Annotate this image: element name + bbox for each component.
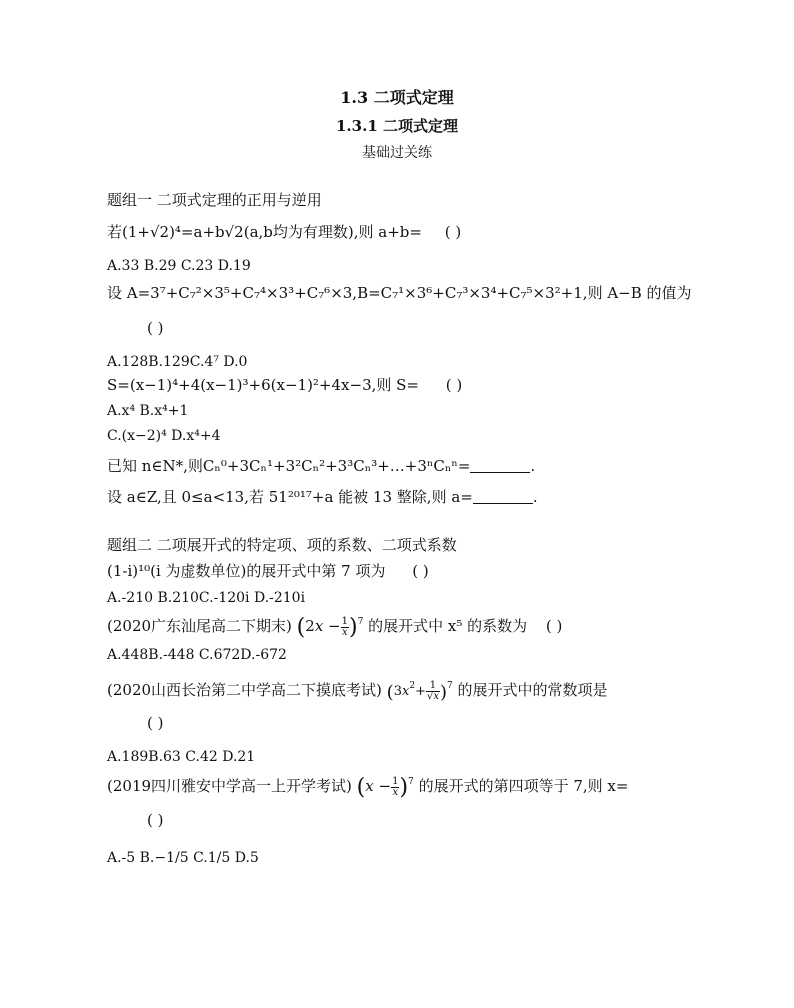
q9-options: A.-5 B.−1/5 C.1/5 D.5 xyxy=(107,850,259,866)
q2-options: A.128B.129C.4⁷ D.0 xyxy=(107,354,248,370)
q9-source: (2019四川雅安中学高一上开学考试) xyxy=(107,777,352,795)
q6-options: A.-210 B.210C.-120i D.-210i xyxy=(107,590,306,606)
q8-text: 的展开式中的常数项是 xyxy=(457,681,608,699)
question-4 xyxy=(107,456,535,476)
q1-options: A.33 B.29 C.23 D.19 xyxy=(107,258,251,274)
q8-expression: ($3x^2+$ $\frac{1}{√x}$ )$^7$ xyxy=(386,680,453,703)
group1-title: 题组一 二项式定理的正用与逆用 xyxy=(107,191,322,209)
q4-end: . xyxy=(530,457,536,475)
q9-answer-paren: ( ) xyxy=(147,811,164,829)
q6-text: (1-i)¹⁰(i 为虚数单位)的展开式中第 7 项为 xyxy=(107,562,386,580)
question-9 xyxy=(107,772,628,798)
q8-answer-paren: ( ) xyxy=(147,714,164,732)
q9-text: 的展开式的第四项等于 7,则 x= xyxy=(418,777,629,795)
q5-end: . xyxy=(532,488,538,506)
question-1 xyxy=(107,222,461,242)
q2-text: 设 A=3⁷+C₇²×3⁵+C₇⁴×3³+C₇⁶×3,B=C₇¹×3⁶+C₇³×3⁴+C₇⁵×3²+1,则 A−B 的值为 xyxy=(107,284,692,302)
q7-answer-paren: ( ) xyxy=(545,617,563,635)
subtitle: 基础过关练 xyxy=(362,145,432,161)
group2-title: 题组二 二项展开式的特定项、项的系数、二项式系数 xyxy=(107,536,457,554)
q9-expression: (x − $\frac{1}{x}$ )$^7$ xyxy=(356,775,414,800)
q6-answer-paren: ( ) xyxy=(412,562,429,580)
q1-text: 若(1+√2)⁴=a+b√2(a,b均为有理数),则 a+b= xyxy=(107,223,422,241)
q7-text: 的展开式中 x⁵ 的系数为 xyxy=(368,617,528,635)
q4-text: 已知 n∈N*,则Cₙ⁰+3Cₙ¹+3²Cₙ²+3³Cₙ³+…+3ⁿCₙⁿ= xyxy=(107,457,471,475)
q3-options-ab: A.x⁴ B.x⁴+1 xyxy=(107,403,189,419)
q4-blank xyxy=(470,458,530,473)
q2-answer-paren: ( ) xyxy=(147,319,164,337)
question-6 xyxy=(107,561,429,581)
chapter-title: 1.3 二项式定理 xyxy=(340,88,454,107)
question-7 xyxy=(107,612,562,638)
section-title: 1.3.1 二项式定理 xyxy=(336,117,458,135)
q1-answer-paren: ( ) xyxy=(444,223,462,241)
q7-expression: (2x − $\frac{1}{x}$ )$^7$ xyxy=(296,615,364,640)
question-2 xyxy=(107,283,692,303)
q3-answer-paren: ( ) xyxy=(445,376,463,394)
q3-options-cd: C.(x−2)⁴ D.x⁴+4 xyxy=(107,428,221,444)
q7-source: (2020广东汕尾高二下期末) xyxy=(107,617,292,635)
q7-options: A.448B.-448 C.672D.-672 xyxy=(107,647,287,663)
q3-text: S=(x−1)⁴+4(x−1)³+6(x−1)²+4x−3,则 S= xyxy=(107,376,419,394)
q5-blank xyxy=(473,489,533,504)
question-5 xyxy=(107,487,538,507)
q8-source: (2020山西长治第二中学高二下摸底考试) xyxy=(107,681,382,699)
question-3 xyxy=(107,375,462,395)
question-8 xyxy=(107,676,608,703)
q8-options: A.189B.63 C.42 D.21 xyxy=(107,749,256,765)
q5-text: 设 a∈Z,且 0≤a<13,若 51²⁰¹⁷+a 能被 13 整除,则 a= xyxy=(107,488,473,506)
